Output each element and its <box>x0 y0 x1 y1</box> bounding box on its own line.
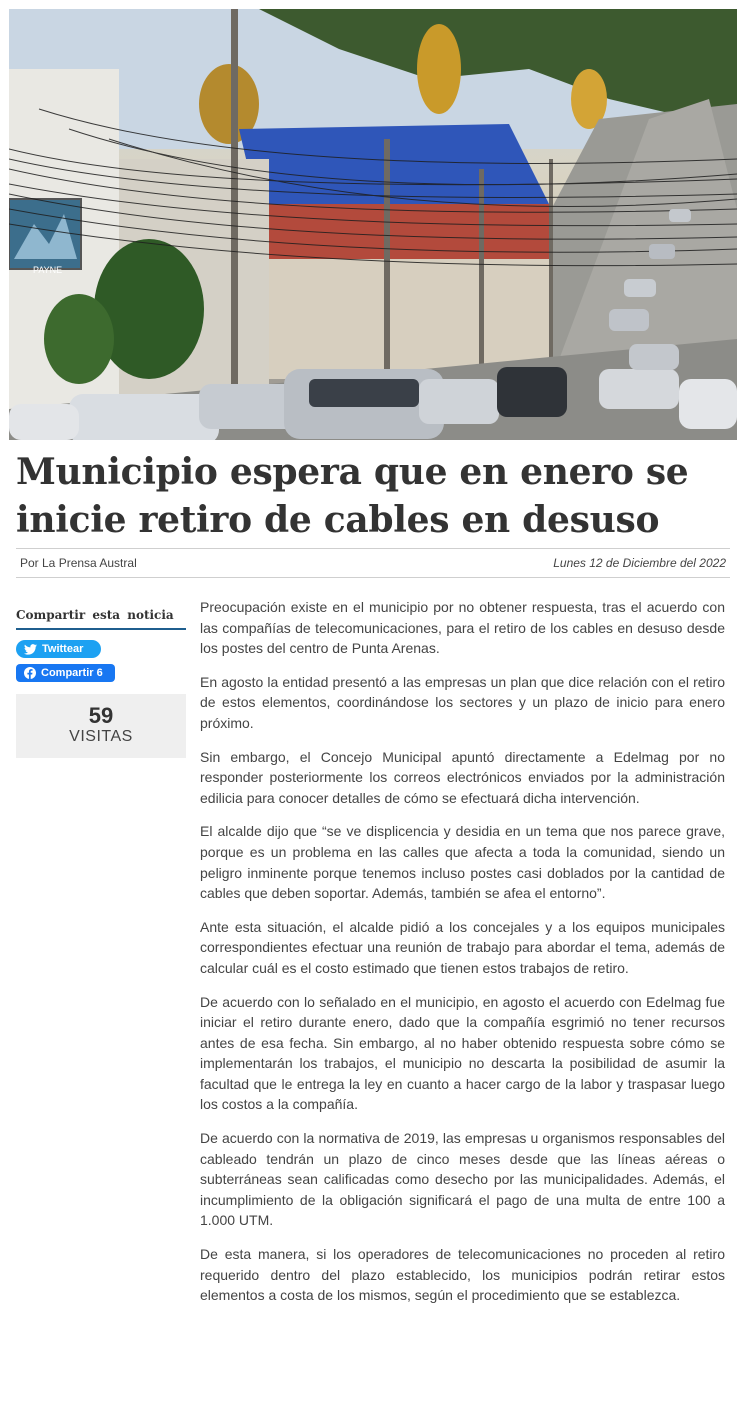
twitter-share-button[interactable] <box>16 640 101 658</box>
article-paragraph: En agosto la entidad presentó a las empresas un plan que dice relación con el retiro de estos elementos, coordinándose los sectores y un plazo de inicio para enero próximo. <box>200 673 725 731</box>
twitter-share-label: Twittear <box>42 643 84 655</box>
visit-label: VISITAS <box>69 728 133 745</box>
article-paragraph: Sin embargo, el Concejo Municipal apuntó directamente a Edelmag por no responder posteriormente los correos electrónicos enviados por la administración edilicia para conocer detalles de cómo se efectuará dicha intervención. <box>200 748 725 806</box>
article-author: Por La Prensa Austral <box>20 556 137 570</box>
article-paragraph: De acuerdo con lo señalado en el municipio, en agosto el acuerdo con Edelmag fue iniciar el retiro durante enero, dado que la compañía esgrimió no tener recursos antes de esa fecha. Sin embargo, al no haber obtenido respuesta sobre cómo se implementarán los trabajos, el municipio no descarta la posibilidad de asumir la facultad que le entrega la ley en cuanto a hacer cargo de la labor y traspasar luego los costos a la compañía. <box>200 993 725 1113</box>
article-paragraph: Ante esta situación, el alcalde pidió a los concejales y a los equipos municipales correspondientes efectuar una reunión de trabajo para abordar el tema, además de calcular cuál es el costo estimado que tienen estos trabajos de retiro. <box>200 918 725 976</box>
hero-image <box>9 9 737 440</box>
visit-count: 59 <box>88 703 114 728</box>
article-paragraph: De acuerdo con la normativa de 2019, las empresas u organismos responsables del cableado tendrán un plazo de cinco meses desde que las líneas aéreas o subterráneas sean calificadas como desecho por las municipalidades. Además, el incumplimiento de la obligación significará el pago de una multa de entre 100 a 1.000 UTM. <box>200 1130 725 1229</box>
share-title: Compartir esta noticia <box>16 608 186 630</box>
facebook-share-label: Compartir 6 <box>41 667 103 679</box>
article-headline: Municipio espera que en enero se inicie retiro de cables en desuso <box>16 451 689 541</box>
article-meta-bar <box>16 548 730 578</box>
article-body <box>200 597 725 1319</box>
article-paragraph: El alcalde dijo que “se ve displicencia y desidia en un tema que nos parece grave, porque es un problema en las calles que afecta a toda la comunidad, siendo un peligro inminente porque tenemos incluso postes casi doblados por la cantidad de cables que deben soportar. Además, también se afea el entorno”. <box>200 823 725 902</box>
facebook-share-button[interactable] <box>16 664 115 682</box>
facebook-icon <box>24 667 36 679</box>
article-date: Lunes 12 de Diciembre del 2022 <box>553 556 726 570</box>
twitter-icon <box>24 644 37 655</box>
share-sidebar <box>16 608 186 745</box>
visit-counter <box>16 694 186 758</box>
billboard-text: PAYNE <box>33 265 63 275</box>
street-scene-illustration <box>9 9 737 440</box>
article-paragraph: De esta manera, si los operadores de telecomunicaciones no proceden al retiro requerido dentro del plazo establecido, los municipios podrán retirar estos elementos a costa de los mismos, según el procedimiento que se establezca. <box>200 1246 725 1304</box>
article-paragraph: Preocupación existe en el municipio por no obtener respuesta, tras el acuerdo con las compañías de telecomunicaciones, para el retiro de los cables en desuso desde los postes del centro de Punta Arenas. <box>200 599 725 657</box>
